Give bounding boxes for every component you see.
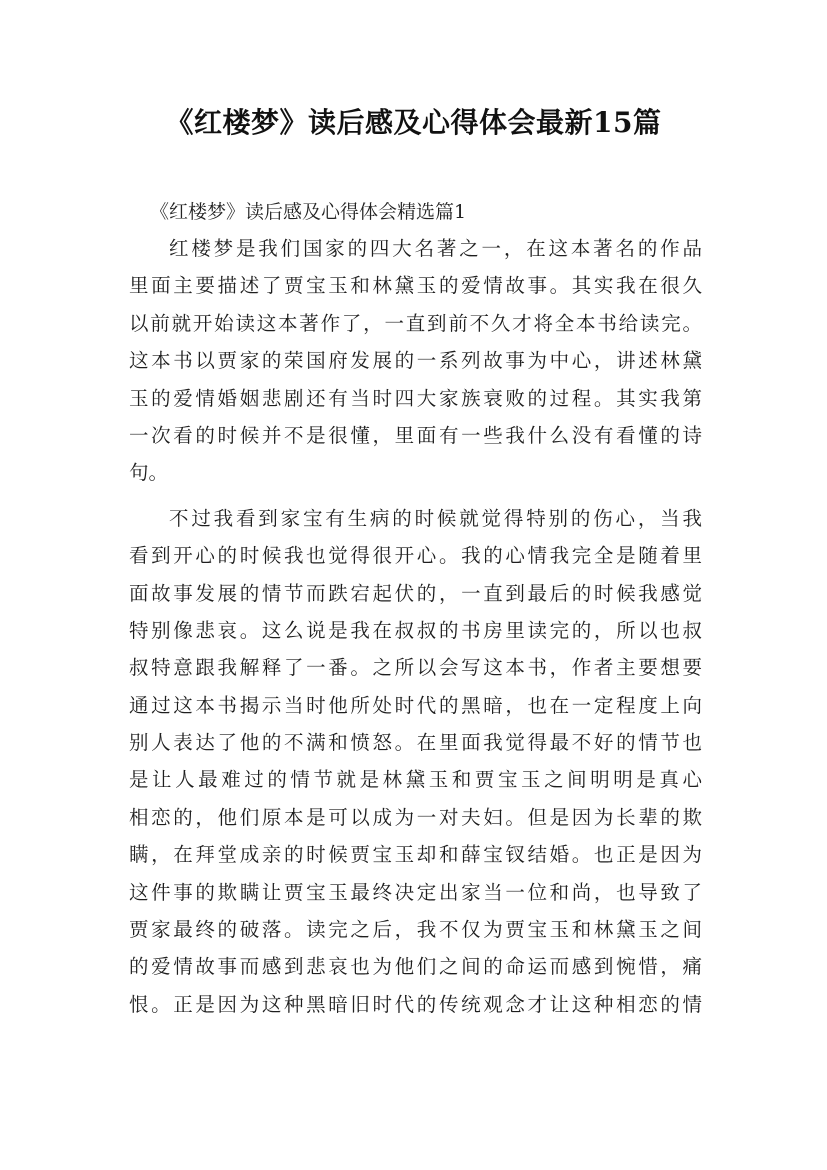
paragraph-2-line-2: 看到开心的时候我也觉得很开心。我的心情我完全是随着里	[129, 544, 702, 568]
paragraph-1-line-3: 以前就开始读这本著作了，一直到前不久才将全本书给读完。	[129, 311, 702, 335]
paragraph-1-line-5: 玉的爱情婚姻悲剧还有当时四大家族衰败的过程。其实我第	[129, 386, 702, 410]
paragraph-2-line-5: 叔特意跟我解释了一番。之所以会写这本书，作者主要想要	[129, 656, 702, 680]
paragraph-2-line-13: 的爱情故事而感到悲哀也为他们之间的命运而感到惋惜，痛	[129, 955, 702, 979]
paragraph-2-line-12: 贾家最终的破落。读完之后，我不仅为贾宝玉和林黛玉之间	[129, 918, 702, 942]
paragraph-1-line-4: 这本书以贾家的荣国府发展的一系列故事为中心，讲述林黛	[129, 349, 702, 373]
paragraph-spacer	[129, 492, 702, 500]
paragraph-2-line-11: 这件事的欺瞒让贾宝玉最终决定出家当一位和尚，也导致了	[129, 880, 702, 904]
paragraph-2-line-1: 不过我看到家宝有生病的时候就觉得特别的伤心，当我	[169, 506, 702, 530]
paragraph-2-line-7: 别人表达了他的不满和愤怒。在里面我觉得最不好的情节也	[129, 731, 702, 755]
paragraph-1-line-7: 句。	[129, 461, 169, 485]
paragraph-1-line-2: 里面主要描述了贾宝玉和林黛玉的爱情故事。其实我在很久	[129, 274, 702, 298]
document-title: 《红楼梦》读后感及心得体会最新15篇	[165, 106, 662, 139]
paragraph-2-line-9: 相恋的，他们原本是可以成为一对夫妇。但是因为长辈的欺	[129, 805, 702, 829]
paragraph-2-line-3: 面故事发展的情节而跌宕起伏的，一直到最后的时候我感觉	[129, 581, 702, 605]
section-heading: 《红楼梦》读后感及心得体会精选篇1	[150, 201, 467, 223]
paragraph-2-line-10: 瞒，在拜堂成亲的时候贾宝玉却和薛宝钗结婚。也正是因为	[129, 843, 702, 867]
paragraph-2-line-4: 特别像悲哀。这么说是我在叔叔的书房里读完的，所以也叔	[129, 618, 702, 642]
paragraph-2-line-6: 通过这本书揭示当时他所处时代的黑暗，也在一定程度上向	[129, 693, 702, 717]
paragraph-1-line-6: 一次看的时候并不是很懂，里面有一些我什么没有看懂的诗	[129, 423, 702, 447]
article-body	[129, 230, 702, 1023]
paragraph-1-line-1: 红楼梦是我们国家的四大名著之一，在这本著名的作品	[169, 237, 702, 260]
paragraph-2-line-8: 是让人最难过的情节就是林黛玉和贾宝玉之间明明是真心	[129, 768, 702, 792]
paragraph-2-line-14: 恨。正是因为这种黑暗旧时代的传统观念才让这种相恋的情	[129, 992, 702, 1016]
